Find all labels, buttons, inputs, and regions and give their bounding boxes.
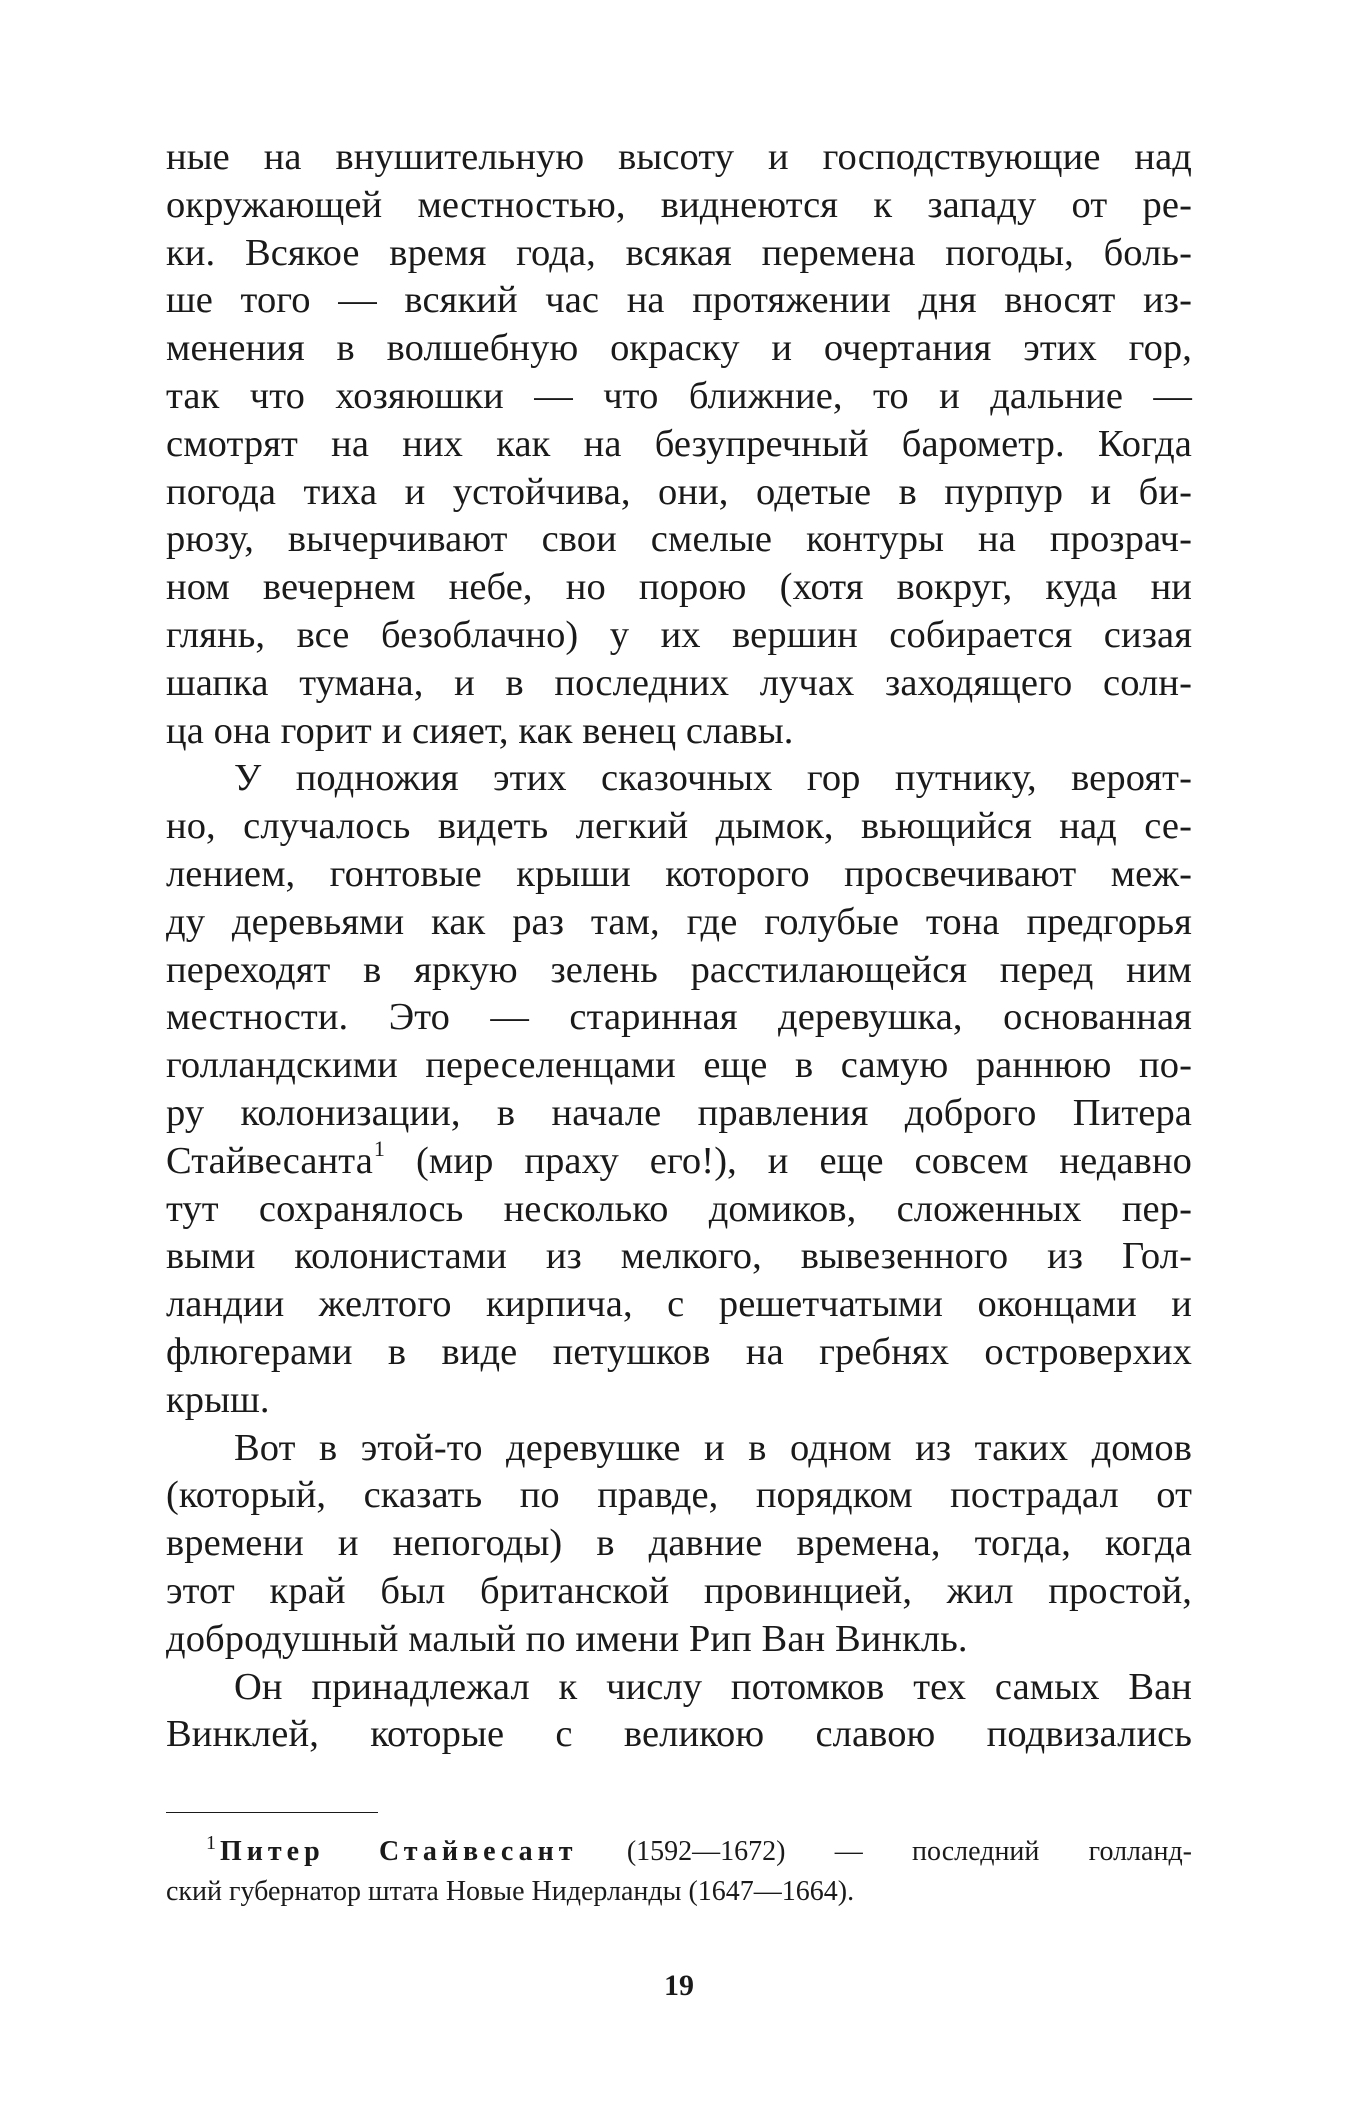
text-line: выми колонистами из мелкого, вывезенного из Гол- xyxy=(166,1235,1192,1278)
text-line: рюзу, вычерчивают свои смелые контуры на прозрач- xyxy=(166,518,1192,561)
footnote-mark: 1 xyxy=(206,1832,216,1854)
text-line: ру колонизации, в начале правления доброго Питера xyxy=(166,1091,1192,1134)
text-line: но, случалось видеть легкий дымок, вьющийся над се- xyxy=(166,805,1192,848)
text-fragment: (мир праху его!), и еще совсем недавно xyxy=(415,1139,1192,1182)
text-line: ше того — всякий час на протяжении дня вносят из- xyxy=(166,279,1192,322)
text-line: окружающей местностью, виднеются к западу от ре- xyxy=(166,183,1192,226)
text-line: глянь, все безоблачно) у их вершин собирается сизая xyxy=(166,613,1192,656)
footnote-line: ский губернатор штата Новые Нидерланды (1647—1664). xyxy=(166,1876,855,1907)
text-line: (который, сказать по правде, порядком пострадал от xyxy=(166,1474,1192,1517)
text-line-with-footnote xyxy=(166,1138,1192,1186)
paragraph-end-line: ца она горит и сияет, как венец славы. xyxy=(166,709,794,752)
footnote-line xyxy=(166,1832,1192,1872)
paragraph-start-line: Он принадлежал к числу потомков тех самых Ван xyxy=(234,1665,1192,1708)
text-line: флюгерами в виде петушков на гребнях островерхих xyxy=(166,1330,1192,1373)
page-number: 19 xyxy=(664,1969,694,2002)
text-line: ки. Всякое время года, всякая перемена погоды, боль- xyxy=(166,231,1192,274)
text-line: переходят в яркую зелень расстилающейся перед ним xyxy=(166,948,1192,991)
text-line: ду деревьями как раз там, где голубые тона предгорья xyxy=(166,900,1192,943)
paragraph-end-line: добродушный малый по имени Рип Ван Винкль. xyxy=(166,1617,968,1660)
footnote-name: Питер Стайвесант xyxy=(220,1836,578,1867)
paragraph-end-line: крыш. xyxy=(166,1378,270,1421)
text-line: так что хозяюшки — что ближние, то и дальние — xyxy=(166,374,1192,417)
text-line: местности. Это — старинная деревушка, основанная xyxy=(166,996,1192,1039)
text-fragment: Стайвесанта xyxy=(166,1139,373,1182)
text-line: ные на внушительную высоту и господствующие над xyxy=(166,136,1192,178)
footnote xyxy=(166,1832,1192,1912)
text-line: менения в волшебную окраску и очертания этих гор, xyxy=(166,327,1192,370)
text-line: тут сохранялось несколько домиков, сложенных пер- xyxy=(166,1187,1192,1230)
text-line: этот край был британской провинцией, жил простой, xyxy=(166,1569,1192,1612)
text-line: лением, гонтовые крыши которого просвечивают меж- xyxy=(166,852,1192,895)
footnote-divider xyxy=(166,1812,378,1813)
footnote-text: (1592—1672) — последний голланд- xyxy=(626,1836,1193,1867)
text-line: погода тиха и устойчива, они, одетые в пурпур и би- xyxy=(166,470,1192,513)
text-line: Винклей, которые с великою славою подвизались xyxy=(166,1713,1192,1756)
footnote-reference: 1 xyxy=(373,1136,386,1162)
text-line: смотрят на них как на безупречный барометр. Когда xyxy=(166,422,1192,465)
text-line: ландии желтого кирпича, с решетчатыми оконцами и xyxy=(166,1283,1192,1326)
text-line: ном вечернем небе, но порою (хотя вокруг, куда ни xyxy=(166,566,1192,609)
main-text xyxy=(166,134,1192,1759)
text-line: времени и непогоды) в давние времена, тогда, когда xyxy=(166,1522,1192,1565)
text-line: шапка тумана, и в последних лучах заходящего солн- xyxy=(166,661,1192,704)
paragraph-start-line: Вот в этой-то деревушке и в одном из таких домов xyxy=(234,1426,1192,1469)
paragraph-start-line: У подножия этих сказочных гор путнику, вероят- xyxy=(234,757,1192,800)
text-line: голландскими переселенцами еще в самую раннюю по- xyxy=(166,1044,1192,1087)
